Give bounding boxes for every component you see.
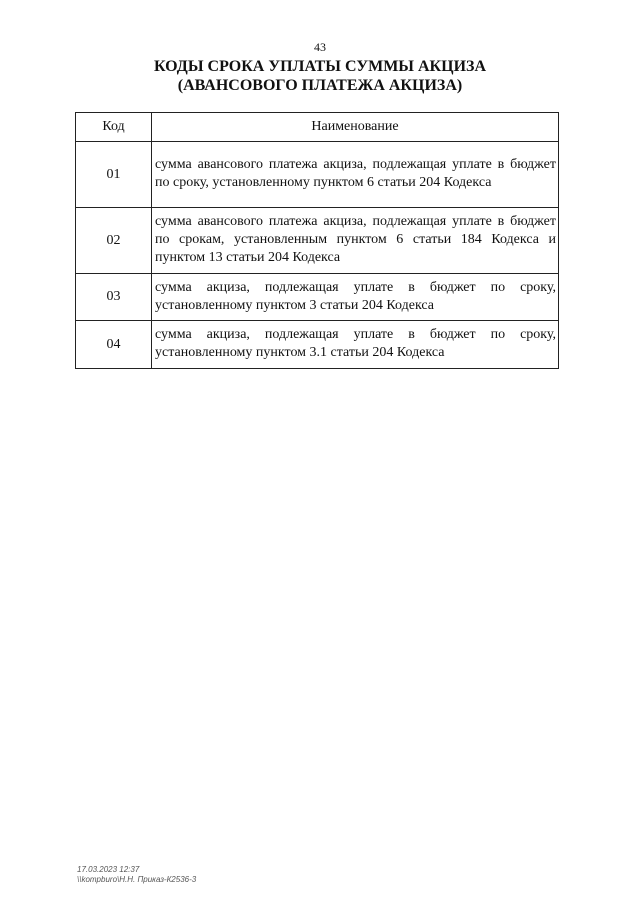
table-row <box>76 142 559 208</box>
footer-ref: \\kompburo\Н.Н. Приказ-К2536-3 <box>77 875 197 884</box>
row-name: сумма авансового платежа акциза, подлежащая уплате в бюджет по сроку, установленному пунктом 6 статьи 204 Кодекса <box>152 142 559 208</box>
title-line-2: (АВАНСОВОГО ПЛАТЕЖА АКЦИЗА) <box>177 77 463 94</box>
row-code: 01 <box>76 142 152 208</box>
row-name: сумма акциза, подлежащая уплате в бюджет по сроку, установленному пунктом 3.1 статьи 204 Кодекса <box>152 321 559 369</box>
table-row <box>76 274 559 321</box>
row-code: 03 <box>76 274 152 321</box>
document-title <box>0 57 640 95</box>
header-name: Наименование <box>152 113 559 142</box>
table-row <box>76 208 559 274</box>
footer-stamp <box>77 865 196 885</box>
row-code: 02 <box>76 208 152 274</box>
codes-table <box>75 112 559 369</box>
row-code: 04 <box>76 321 152 369</box>
footer-date: 17.03.2023 12:37 <box>77 865 140 874</box>
header-code: Код <box>76 113 152 142</box>
table-row <box>76 321 559 369</box>
table-header-row <box>76 113 559 142</box>
title-line-1: КОДЫ СРОКА УПЛАТЫ СУММЫ АКЦИЗА <box>153 58 487 75</box>
row-name: сумма акциза, подлежащая уплате в бюджет по сроку, установленному пунктом 3 статьи 204 Кодекса <box>152 274 559 321</box>
page-number: 43 <box>314 40 326 54</box>
row-name: сумма авансового платежа акциза, подлежащая уплате в бюджет по срокам, установленным пунктом 6 статьи 184 Кодекса и пунктом 13 статьи 204 Кодекса <box>152 208 559 274</box>
